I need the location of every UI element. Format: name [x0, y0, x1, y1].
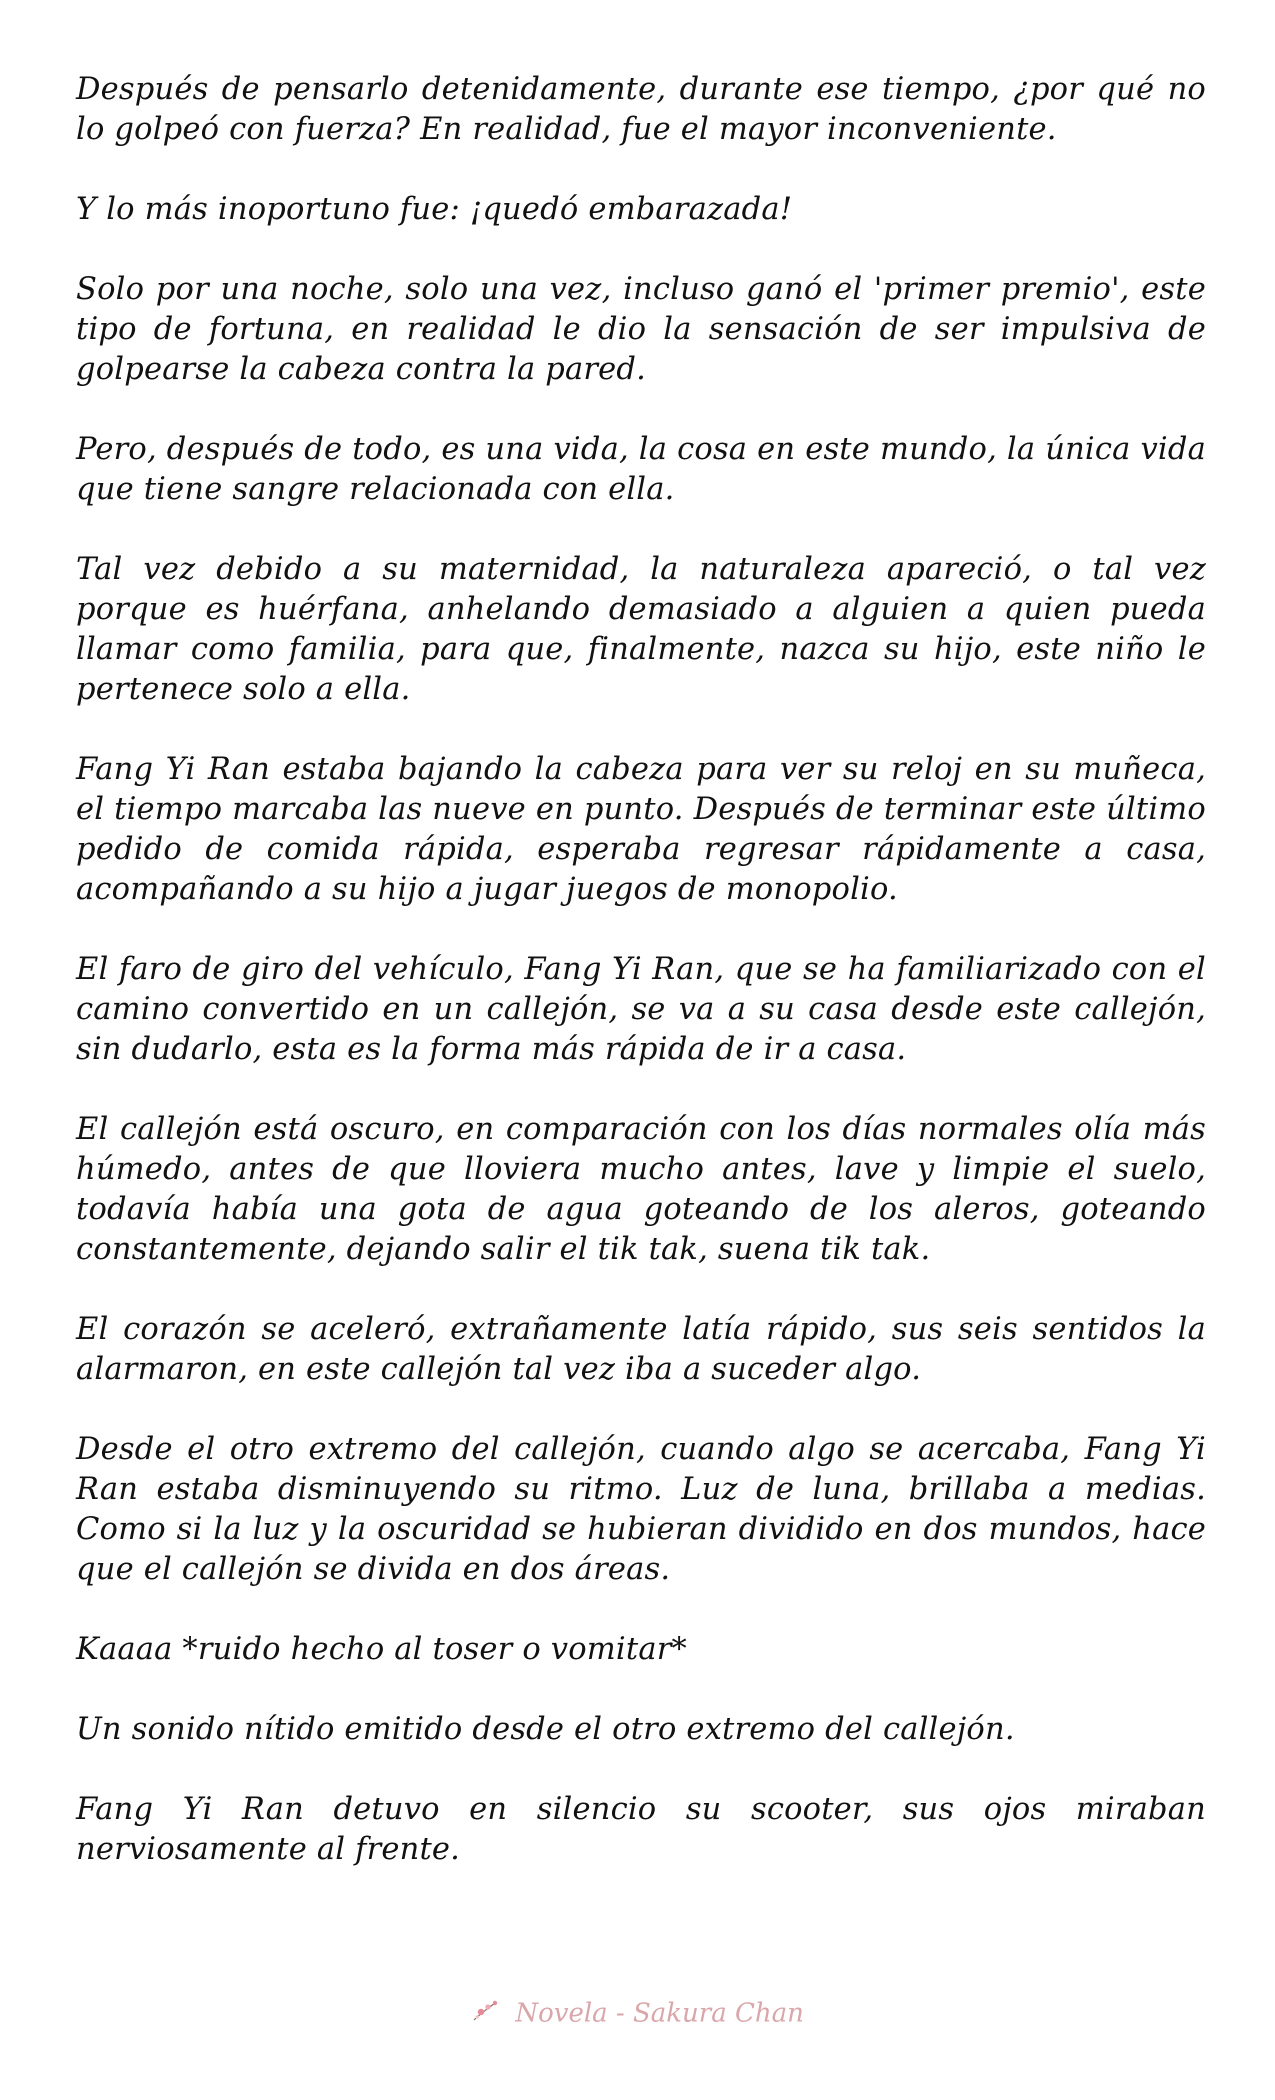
watermark: [0, 1998, 1275, 2031]
paragraph: El corazón se aceleró, extrañamente latía rápido, sus seis sentidos la alarmaron, en este callejón tal vez iba a suceder algo.: [76, 1312, 1206, 1387]
paragraph: Pero, después de todo, es una vida, la cosa en este mundo, la única vida que tiene sangre relacionada con ella.: [76, 432, 1206, 507]
paragraph: Tal vez debido a su maternidad, la naturaleza apareció, o tal vez porque es huérfana, anhelando demasiado a alguien a quien pueda llamar como familia, para que, finalmente, nazca su hijo, este niño le pertenece solo a ella.: [76, 552, 1206, 707]
paragraph: Y lo más inoportuno fue: ¡quedó embarazada!: [76, 192, 793, 227]
paragraph: El callejón está oscuro, en comparación con los días normales olía más húmedo, antes de que lloviera mucho antes, lave y limpie el suelo, todavía había una gota de agua goteando de los aleros, goteando constantemente, dejando salir el tik tak, suena tik tak.: [76, 1112, 1206, 1267]
document-body: [76, 70, 1206, 1910]
paragraph: Kaaaa *ruido hecho al toser o vomitar*: [76, 1632, 687, 1667]
sakura-flower-icon: [471, 1998, 501, 2031]
paragraph: Un sonido nítido emitido desde el otro extremo del callejón.: [76, 1712, 1015, 1747]
paragraph: Después de pensarlo detenidamente, durante ese tiempo, ¿por qué no lo golpeó con fuerza? En realidad, fue el mayor inconveniente.: [76, 72, 1206, 147]
paragraph: Solo por una noche, solo una vez, incluso ganó el 'primer premio', este tipo de fortuna, en realidad le dio la sensación de ser impulsiva de golpearse la cabeza contra la pared.: [76, 272, 1206, 387]
paragraph: Fang Yi Ran estaba bajando la cabeza para ver su reloj en su muñeca, el tiempo marcaba las nueve en punto. Después de terminar este último pedido de comida rápida, esperaba regresar rápidamente a casa, acompañando a su hijo a jugar juegos de monopolio.: [76, 752, 1206, 907]
paragraph: El faro de giro del vehículo, Fang Yi Ran, que se ha familiarizado con el camino convertido en un callejón, se va a su casa desde este callejón, sin dudarlo, esta es la forma más rápida de ir a casa.: [76, 952, 1206, 1067]
paragraph: Desde el otro extremo del callejón, cuando algo se acercaba, Fang Yi Ran estaba disminuyendo su ritmo. Luz de luna, brillaba a medias. Como si la luz y la oscuridad se hubieran dividido en dos mundos, hace que el callejón se divida en dos áreas.: [76, 1432, 1206, 1587]
watermark-text: Novela - Sakura Chan: [515, 1998, 804, 2029]
paragraph: Fang Yi Ran detuvo en silencio su scooter, sus ojos miraban nerviosamente al frente.: [76, 1792, 1206, 1867]
